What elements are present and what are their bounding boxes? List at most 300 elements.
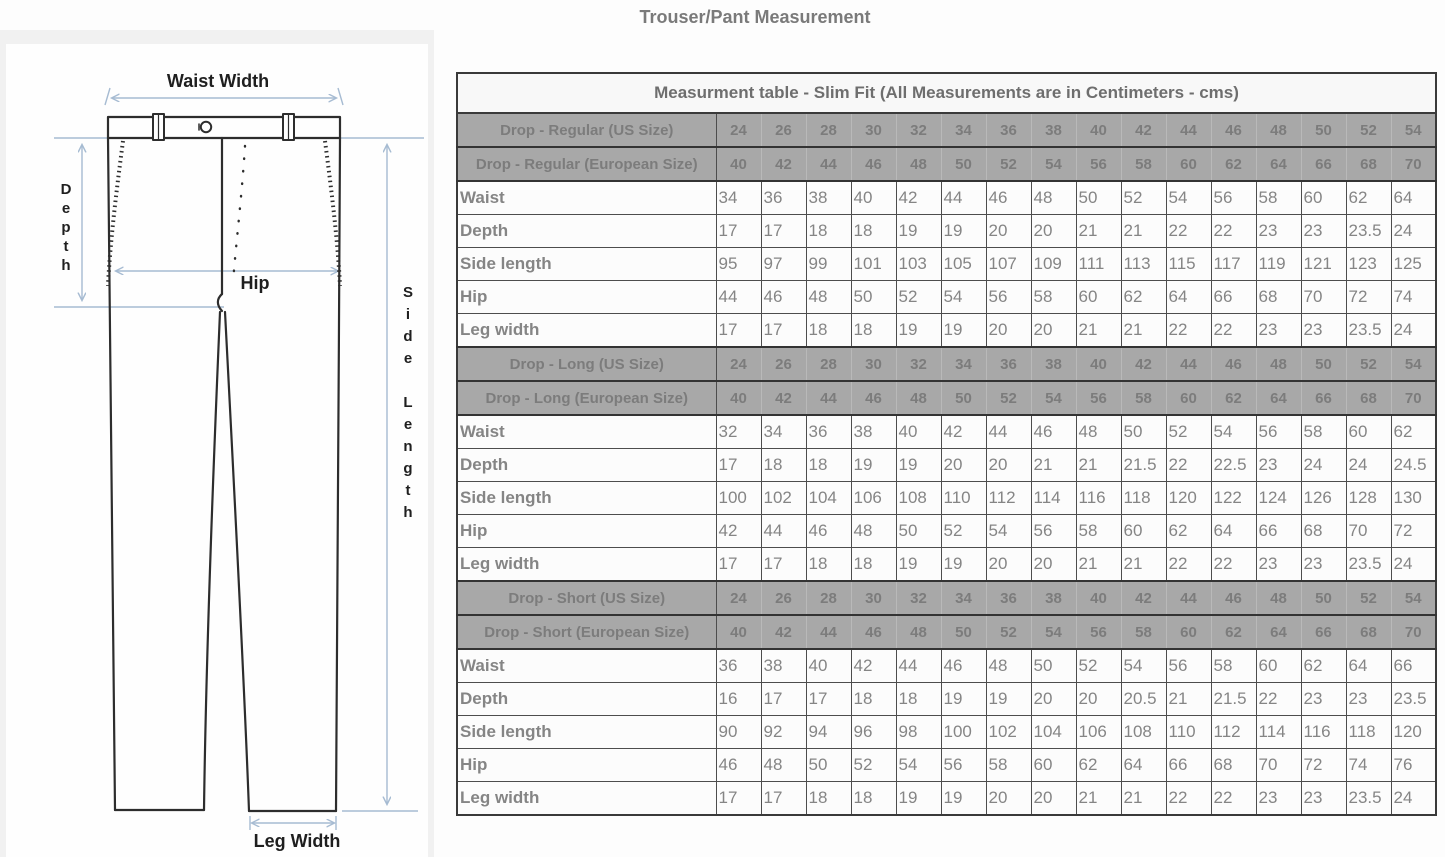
diagram-label-waist-width: Waist Width <box>166 71 270 91</box>
measurement-cell: 58 <box>1211 649 1256 683</box>
measurement-cell: 52 <box>1166 415 1211 449</box>
size-header-cell: 24 <box>716 581 761 615</box>
measurement-cell: 48 <box>806 281 851 314</box>
measurement-row-short-depth <box>457 683 1436 716</box>
measurement-table <box>456 72 1437 816</box>
measurement-cell: 56 <box>941 749 986 782</box>
size-header-cell: 70 <box>1391 381 1436 415</box>
size-header-cell: 36 <box>986 113 1031 147</box>
measurement-cell: 34 <box>716 181 761 215</box>
measurement-cell: 44 <box>986 415 1031 449</box>
waist-button <box>201 122 211 132</box>
measurement-cell: 114 <box>1256 716 1301 749</box>
measurement-cell: 24 <box>1391 314 1436 348</box>
measurement-cell: 22 <box>1166 314 1211 348</box>
measurement-row-label: Leg width <box>457 782 716 816</box>
size-header-cell: 70 <box>1391 615 1436 649</box>
measurement-cell: 17 <box>716 782 761 816</box>
size-header-cell: 56 <box>1076 381 1121 415</box>
measurement-cell: 111 <box>1076 248 1121 281</box>
measurement-cell: 21.5 <box>1211 683 1256 716</box>
measurement-cell: 118 <box>1121 482 1166 515</box>
measurement-cell: 76 <box>1391 749 1436 782</box>
measurement-cell: 95 <box>716 248 761 281</box>
measurement-cell: 32 <box>716 415 761 449</box>
size-header-cell: 46 <box>1211 581 1256 615</box>
measurement-cell: 54 <box>896 749 941 782</box>
measurement-cell: 20 <box>986 215 1031 248</box>
measurement-cell: 20 <box>986 548 1031 582</box>
size-header-cell: 44 <box>806 381 851 415</box>
left-inseam <box>204 312 220 810</box>
measurement-row-label: Leg width <box>457 548 716 582</box>
measurement-cell: 21 <box>1121 314 1166 348</box>
size-header-cell: 56 <box>1076 615 1121 649</box>
measurement-cell: 52 <box>851 749 896 782</box>
measurement-cell: 42 <box>716 515 761 548</box>
crotch-kink <box>218 294 222 311</box>
measurement-cell: 62 <box>1076 749 1121 782</box>
trouser-outline-drawing <box>6 44 428 857</box>
measurement-cell: 74 <box>1391 281 1436 314</box>
measurement-cell: 92 <box>761 716 806 749</box>
size-header-cell: 32 <box>896 113 941 147</box>
measurement-cell: 19 <box>941 215 986 248</box>
measurement-cell: 130 <box>1391 482 1436 515</box>
measurement-cell: 58 <box>1031 281 1076 314</box>
size-header-cell: 54 <box>1391 581 1436 615</box>
measurement-row-label: Hip <box>457 749 716 782</box>
size-header-cell: 52 <box>986 147 1031 181</box>
measurement-cell: 24 <box>1346 449 1391 482</box>
measurement-cell: 21 <box>1076 782 1121 816</box>
size-header-cell: 50 <box>941 381 986 415</box>
measurement-row-regular-hip <box>457 281 1436 314</box>
measurement-cell: 119 <box>1256 248 1301 281</box>
size-header-cell: 30 <box>851 113 896 147</box>
drop-header-label: Drop - Regular (US Size) <box>457 113 716 147</box>
measurement-cell: 52 <box>896 281 941 314</box>
size-header-cell: 24 <box>716 113 761 147</box>
measurement-cell: 58 <box>1256 181 1301 215</box>
measurement-cell: 54 <box>1211 415 1256 449</box>
size-header-cell: 44 <box>1166 347 1211 381</box>
measurement-cell: 46 <box>1031 415 1076 449</box>
size-header-cell: 40 <box>716 147 761 181</box>
measurement-cell: 64 <box>1346 649 1391 683</box>
measurement-cell: 22 <box>1211 782 1256 816</box>
size-header-cell: 60 <box>1166 381 1211 415</box>
measurement-cell: 110 <box>1166 716 1211 749</box>
size-header-cell: 46 <box>1211 113 1256 147</box>
measurement-cell: 24 <box>1391 215 1436 248</box>
size-header-cell: 42 <box>1121 113 1166 147</box>
measurement-cell: 20 <box>986 314 1031 348</box>
size-header-cell: 32 <box>896 581 941 615</box>
measurement-cell: 54 <box>986 515 1031 548</box>
size-header-cell: 70 <box>1391 147 1436 181</box>
measurement-cell: 113 <box>1121 248 1166 281</box>
size-header-cell: 54 <box>1391 347 1436 381</box>
size-header-cell: 50 <box>1301 581 1346 615</box>
measurement-cell: 107 <box>986 248 1031 281</box>
measurement-cell: 24 <box>1301 449 1346 482</box>
measurement-cell: 17 <box>806 683 851 716</box>
measurement-cell: 54 <box>1166 181 1211 215</box>
waistband <box>108 117 340 138</box>
size-header-cell: 66 <box>1301 147 1346 181</box>
measurement-cell: 40 <box>851 181 896 215</box>
measurement-cell: 62 <box>1346 181 1391 215</box>
size-header-cell: 26 <box>761 113 806 147</box>
measurement-cell: 126 <box>1301 482 1346 515</box>
size-header-cell: 68 <box>1346 147 1391 181</box>
measurement-cell: 20 <box>1076 683 1121 716</box>
size-header-cell: 44 <box>806 147 851 181</box>
size-header-cell: 34 <box>941 347 986 381</box>
measurement-cell: 48 <box>1031 181 1076 215</box>
measurement-cell: 104 <box>1031 716 1076 749</box>
measurement-cell: 18 <box>851 683 896 716</box>
measurement-cell: 125 <box>1391 248 1436 281</box>
measurement-cell: 104 <box>806 482 851 515</box>
measurement-row-long-hip <box>457 515 1436 548</box>
size-header-cell: 34 <box>941 113 986 147</box>
size-header-cell: 52 <box>986 615 1031 649</box>
measurement-row-short-side-length <box>457 716 1436 749</box>
size-header-cell: 28 <box>806 581 851 615</box>
measurement-cell: 46 <box>716 749 761 782</box>
header-row-long-us <box>457 347 1436 381</box>
measurement-cell: 21 <box>1076 449 1121 482</box>
diagram-label-hip: Hip <box>240 273 270 293</box>
measurement-cell: 22 <box>1166 215 1211 248</box>
size-header-cell: 50 <box>1301 347 1346 381</box>
measurement-cell: 56 <box>1031 515 1076 548</box>
size-header-cell: 62 <box>1211 615 1256 649</box>
diagram-label-side-length: S i d e L e n g t h <box>402 284 413 521</box>
measurement-cell: 16 <box>716 683 761 716</box>
measurement-cell: 18 <box>806 548 851 582</box>
measurement-cell: 97 <box>761 248 806 281</box>
measurement-cell: 112 <box>986 482 1031 515</box>
measurement-cell: 19 <box>851 449 896 482</box>
measurement-cell: 19 <box>896 215 941 248</box>
measurement-cell: 90 <box>716 716 761 749</box>
size-header-cell: 36 <box>986 581 1031 615</box>
measurement-cell: 60 <box>1301 181 1346 215</box>
measurement-row-label: Side length <box>457 716 716 749</box>
size-header-cell: 64 <box>1256 381 1301 415</box>
size-header-cell: 44 <box>1166 581 1211 615</box>
measurement-cell: 60 <box>1121 515 1166 548</box>
measurement-cell: 60 <box>1346 415 1391 449</box>
measurement-cell: 52 <box>1121 181 1166 215</box>
measurement-cell: 70 <box>1346 515 1391 548</box>
drop-header-label: Drop - Regular (European Size) <box>457 147 716 181</box>
measurement-cell: 102 <box>986 716 1031 749</box>
size-header-cell: 54 <box>1031 615 1076 649</box>
size-header-cell: 46 <box>851 147 896 181</box>
measurement-cell: 101 <box>851 248 896 281</box>
measurement-cell: 38 <box>761 649 806 683</box>
measurement-cell: 40 <box>896 415 941 449</box>
size-header-cell: 50 <box>1301 113 1346 147</box>
page-title: Trouser/Pant Measurement <box>639 7 871 27</box>
measurement-cell: 118 <box>1346 716 1391 749</box>
size-header-cell: 34 <box>941 581 986 615</box>
header-row-short-eu <box>457 615 1436 649</box>
measurement-cell: 23 <box>1301 683 1346 716</box>
measurement-cell: 21 <box>1121 782 1166 816</box>
size-header-cell: 32 <box>896 347 941 381</box>
measurement-cell: 68 <box>1256 281 1301 314</box>
measurement-cell: 52 <box>941 515 986 548</box>
measurement-cell: 66 <box>1211 281 1256 314</box>
trouser-diagram <box>6 44 428 857</box>
measurement-cell: 122 <box>1211 482 1256 515</box>
size-header-cell: 26 <box>761 581 806 615</box>
measurement-cell: 48 <box>1076 415 1121 449</box>
size-header-cell: 60 <box>1166 615 1211 649</box>
measurement-cell: 21 <box>1076 215 1121 248</box>
measurement-cell: 23 <box>1301 215 1346 248</box>
measurement-cell: 106 <box>851 482 896 515</box>
measurement-cell: 34 <box>761 415 806 449</box>
measurement-cell: 60 <box>1031 749 1076 782</box>
size-header-cell: 48 <box>896 615 941 649</box>
measurement-cell: 19 <box>986 683 1031 716</box>
measurement-cell: 62 <box>1391 415 1436 449</box>
size-header-cell: 52 <box>1346 581 1391 615</box>
size-header-cell: 56 <box>1076 147 1121 181</box>
measurement-row-label: Side length <box>457 482 716 515</box>
measurement-cell: 36 <box>716 649 761 683</box>
measurement-cell: 56 <box>986 281 1031 314</box>
measurement-cell: 44 <box>941 181 986 215</box>
size-header-cell: 30 <box>851 347 896 381</box>
measurement-cell: 109 <box>1031 248 1076 281</box>
measurement-cell: 64 <box>1166 281 1211 314</box>
right-pocket-hatch <box>325 141 340 286</box>
measurement-cell: 98 <box>896 716 941 749</box>
measurement-cell: 128 <box>1346 482 1391 515</box>
drop-header-label: Drop - Short (European Size) <box>457 615 716 649</box>
measurement-cell: 117 <box>1211 248 1256 281</box>
measurement-cell: 58 <box>1301 415 1346 449</box>
measurement-cell: 21 <box>1166 683 1211 716</box>
measurement-cell: 20 <box>986 449 1031 482</box>
measurement-row-regular-waist <box>457 181 1436 215</box>
measurement-cell: 36 <box>806 415 851 449</box>
measurement-cell: 110 <box>941 482 986 515</box>
measurement-cell: 22 <box>1166 782 1211 816</box>
measurement-row-label: Hip <box>457 281 716 314</box>
measurement-cell: 21 <box>1121 548 1166 582</box>
size-header-cell: 58 <box>1121 147 1166 181</box>
measurement-cell: 50 <box>851 281 896 314</box>
measurement-cell: 58 <box>986 749 1031 782</box>
measurement-cell: 58 <box>1076 515 1121 548</box>
measurement-cell: 96 <box>851 716 896 749</box>
size-header-cell: 36 <box>986 347 1031 381</box>
measurement-cell: 50 <box>1121 415 1166 449</box>
measurement-cell: 50 <box>896 515 941 548</box>
measurement-cell: 20 <box>941 449 986 482</box>
size-header-cell: 48 <box>1256 581 1301 615</box>
measurement-row-long-leg-width <box>457 548 1436 582</box>
size-header-cell: 46 <box>1211 347 1256 381</box>
measurement-cell: 66 <box>1256 515 1301 548</box>
measurement-row-regular-depth <box>457 215 1436 248</box>
measurement-cell: 44 <box>896 649 941 683</box>
size-header-cell: 64 <box>1256 147 1301 181</box>
measurement-row-label: Depth <box>457 215 716 248</box>
size-header-cell: 38 <box>1031 113 1076 147</box>
measurement-cell: 99 <box>806 248 851 281</box>
measurement-row-label: Waist <box>457 415 716 449</box>
measurement-cell: 68 <box>1301 515 1346 548</box>
size-header-cell: 54 <box>1031 147 1076 181</box>
measurement-cell: 116 <box>1076 482 1121 515</box>
measurement-cell: 23 <box>1256 782 1301 816</box>
measurement-cell: 22 <box>1211 314 1256 348</box>
size-header-cell: 64 <box>1256 615 1301 649</box>
measurement-cell: 60 <box>1256 649 1301 683</box>
measurement-cell: 50 <box>1076 181 1121 215</box>
measurement-cell: 22.5 <box>1211 449 1256 482</box>
size-header-cell: 66 <box>1301 615 1346 649</box>
measurement-cell: 50 <box>806 749 851 782</box>
size-header-cell: 40 <box>1076 581 1121 615</box>
right-inseam <box>225 312 249 811</box>
measurement-cell: 123 <box>1346 248 1391 281</box>
measurement-cell: 18 <box>851 314 896 348</box>
measurement-cell: 74 <box>1346 749 1391 782</box>
measurement-cell: 40 <box>806 649 851 683</box>
size-header-cell: 48 <box>896 147 941 181</box>
diagram-label-leg-width: Leg Width <box>253 831 341 851</box>
measurement-cell: 23.5 <box>1346 548 1391 582</box>
measurement-cell: 100 <box>941 716 986 749</box>
measurement-cell: 70 <box>1301 281 1346 314</box>
measurement-cell: 44 <box>716 281 761 314</box>
measurement-cell: 106 <box>1076 716 1121 749</box>
measurement-cell: 20 <box>986 782 1031 816</box>
measurement-cell: 105 <box>941 248 986 281</box>
size-header-cell: 42 <box>761 381 806 415</box>
measurement-cell: 121 <box>1301 248 1346 281</box>
measurement-row-long-waist <box>457 415 1436 449</box>
drop-header-label: Drop - Long (US Size) <box>457 347 716 381</box>
measurement-cell: 54 <box>941 281 986 314</box>
measurement-cell: 22 <box>1166 449 1211 482</box>
size-header-cell: 58 <box>1121 615 1166 649</box>
measurement-cell: 64 <box>1121 749 1166 782</box>
size-header-cell: 54 <box>1391 113 1436 147</box>
measurement-cell: 23.5 <box>1346 314 1391 348</box>
measurement-cell: 72 <box>1391 515 1436 548</box>
measurement-cell: 17 <box>761 548 806 582</box>
measurement-cell: 19 <box>941 314 986 348</box>
measurement-cell: 46 <box>761 281 806 314</box>
measurement-cell: 18 <box>806 449 851 482</box>
measurement-cell: 19 <box>941 548 986 582</box>
measurement-cell: 112 <box>1211 716 1256 749</box>
measurement-cell: 64 <box>1211 515 1256 548</box>
measurement-cell: 100 <box>716 482 761 515</box>
size-header-cell: 62 <box>1211 147 1256 181</box>
measurement-cell: 38 <box>806 181 851 215</box>
measurement-cell: 19 <box>896 782 941 816</box>
measurement-row-label: Depth <box>457 449 716 482</box>
measurement-cell: 56 <box>1166 649 1211 683</box>
measurement-cell: 44 <box>761 515 806 548</box>
measurement-cell: 66 <box>1166 749 1211 782</box>
waist-arrow-tick-right <box>338 88 343 105</box>
size-header-cell: 50 <box>941 147 986 181</box>
size-header-cell: 38 <box>1031 581 1076 615</box>
measurement-cell: 23 <box>1256 314 1301 348</box>
measurement-cell: 17 <box>716 215 761 248</box>
measurement-cell: 23 <box>1346 683 1391 716</box>
size-header-cell: 30 <box>851 581 896 615</box>
measurement-cell: 17 <box>761 215 806 248</box>
measurement-cell: 17 <box>716 548 761 582</box>
size-header-cell: 68 <box>1346 615 1391 649</box>
measurement-cell: 108 <box>1121 716 1166 749</box>
measurement-cell: 62 <box>1121 281 1166 314</box>
measurement-cell: 102 <box>761 482 806 515</box>
measurement-cell: 23 <box>1301 314 1346 348</box>
measurement-cell: 116 <box>1301 716 1346 749</box>
right-outer-seam <box>336 138 340 811</box>
measurement-cell: 48 <box>851 515 896 548</box>
measurement-cell: 24 <box>1391 782 1436 816</box>
drop-header-label: Drop - Long (European Size) <box>457 381 716 415</box>
measurement-row-label: Leg width <box>457 314 716 348</box>
measurement-cell: 19 <box>896 548 941 582</box>
measurement-row-long-depth <box>457 449 1436 482</box>
size-header-cell: 62 <box>1211 381 1256 415</box>
size-header-cell: 66 <box>1301 381 1346 415</box>
measurement-cell: 66 <box>1391 649 1436 683</box>
size-header-cell: 58 <box>1121 381 1166 415</box>
size-header-cell: 28 <box>806 113 851 147</box>
measurement-row-regular-leg-width <box>457 314 1436 348</box>
measurement-cell: 18 <box>851 548 896 582</box>
measurement-cell: 20.5 <box>1121 683 1166 716</box>
measurement-row-label: Depth <box>457 683 716 716</box>
diagram-label-depth: D e p t h <box>60 181 72 274</box>
size-header-cell: 54 <box>1031 381 1076 415</box>
size-header-cell: 44 <box>1166 113 1211 147</box>
measurement-cell: 21 <box>1076 548 1121 582</box>
measurement-cell: 21 <box>1121 215 1166 248</box>
size-header-cell: 52 <box>1346 347 1391 381</box>
size-header-cell: 26 <box>761 347 806 381</box>
measurement-cell: 42 <box>941 415 986 449</box>
measurement-cell: 120 <box>1391 716 1436 749</box>
measurement-cell: 114 <box>1031 482 1076 515</box>
measurement-row-long-side-length <box>457 482 1436 515</box>
size-header-cell: 46 <box>851 615 896 649</box>
measurement-cell: 54 <box>1121 649 1166 683</box>
measurement-cell: 17 <box>716 314 761 348</box>
measurement-cell: 22 <box>1211 548 1256 582</box>
drop-header-label: Drop - Short (US Size) <box>457 581 716 615</box>
size-header-cell: 40 <box>716 381 761 415</box>
